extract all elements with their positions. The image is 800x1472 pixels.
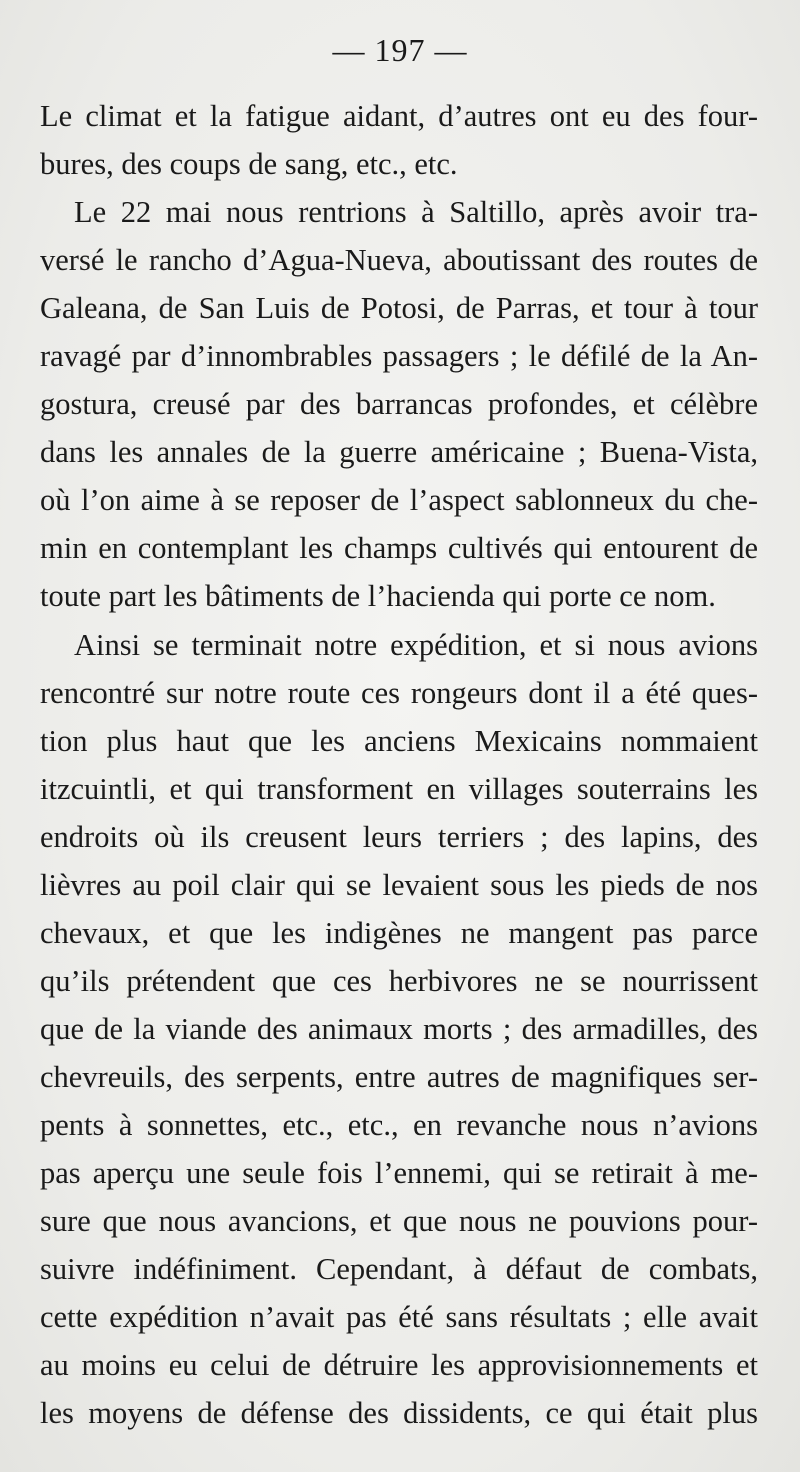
text-line: qu’ils prétendent que ces herbivores ne se nourrissent <box>40 963 758 998</box>
text-line: versé le rancho d’Agua-Nueva, aboutissant des routes de <box>40 243 758 278</box>
text-line: tion plus haut que les anciens Mexicains nommaient <box>40 723 758 758</box>
text-line: bures, des coups de sang, etc., etc. <box>40 147 458 182</box>
text-line: Ainsi se terminait notre expédition, et si nous avions <box>74 627 758 662</box>
text-line: pas aperçu une seule fois l’ennemi, qui se retirait à me- <box>40 1156 758 1191</box>
text-line: toute part les bâtiments de l’hacienda qui porte ce nom. <box>40 579 716 614</box>
text-line: rencontré sur notre route ces rongeurs dont il a été ques- <box>40 675 758 710</box>
text-line: Le 22 mai nous rentrions à Saltillo, après avoir tra- <box>74 195 758 230</box>
text-line: cette expédition n’avait pas été sans résultats ; elle avait <box>40 1300 758 1335</box>
body-text <box>40 92 758 1437</box>
text-line: pents à sonnettes, etc., etc., en revanche nous n’avions <box>40 1107 758 1142</box>
text-line: suivre indéfiniment. Cependant, à défaut de combats, <box>40 1252 758 1287</box>
text-line: itzcuintli, et qui transforment en villages souterrains les <box>40 771 758 806</box>
text-line: sure que nous avancions, et que nous ne pouvions pour- <box>40 1204 758 1239</box>
text-line: chevaux, et que les indigènes ne mangent pas parce <box>40 915 758 950</box>
text-line: ravagé par d’innombrables passagers ; le défilé de la An- <box>40 339 758 374</box>
page-number: — 197 — <box>332 32 468 68</box>
text-line: chevreuils, des serpents, entre autres de magnifiques ser- <box>40 1059 758 1094</box>
text-line: Galeana, de San Luis de Potosi, de Parras, et tour à tour <box>40 291 758 326</box>
text-line: que de la viande des animaux morts ; des armadilles, des <box>40 1011 758 1046</box>
text-line: min en contemplant les champs cultivés qui entourent de <box>40 531 758 566</box>
text-line: lièvres au poil clair qui se levaient sous les pieds de nos <box>40 867 758 902</box>
text-line: au moins eu celui de détruire les approvisionnements et <box>40 1348 758 1383</box>
text-line: où l’on aime à se reposer de l’aspect sablonneux du che- <box>40 483 758 518</box>
text-line: dans les annales de la guerre américaine ; Buena-Vista, <box>40 435 758 470</box>
text-line: Le climat et la fatigue aidant, d’autres ont eu des four- <box>40 99 758 133</box>
text-line: gostura, creusé par des barrancas profondes, et célèbre <box>40 387 758 422</box>
text-line: endroits où ils creusent leurs terriers ; des lapins, des <box>40 819 758 854</box>
text-line: les moyens de défense des dissidents, ce qui était plus <box>40 1396 758 1431</box>
